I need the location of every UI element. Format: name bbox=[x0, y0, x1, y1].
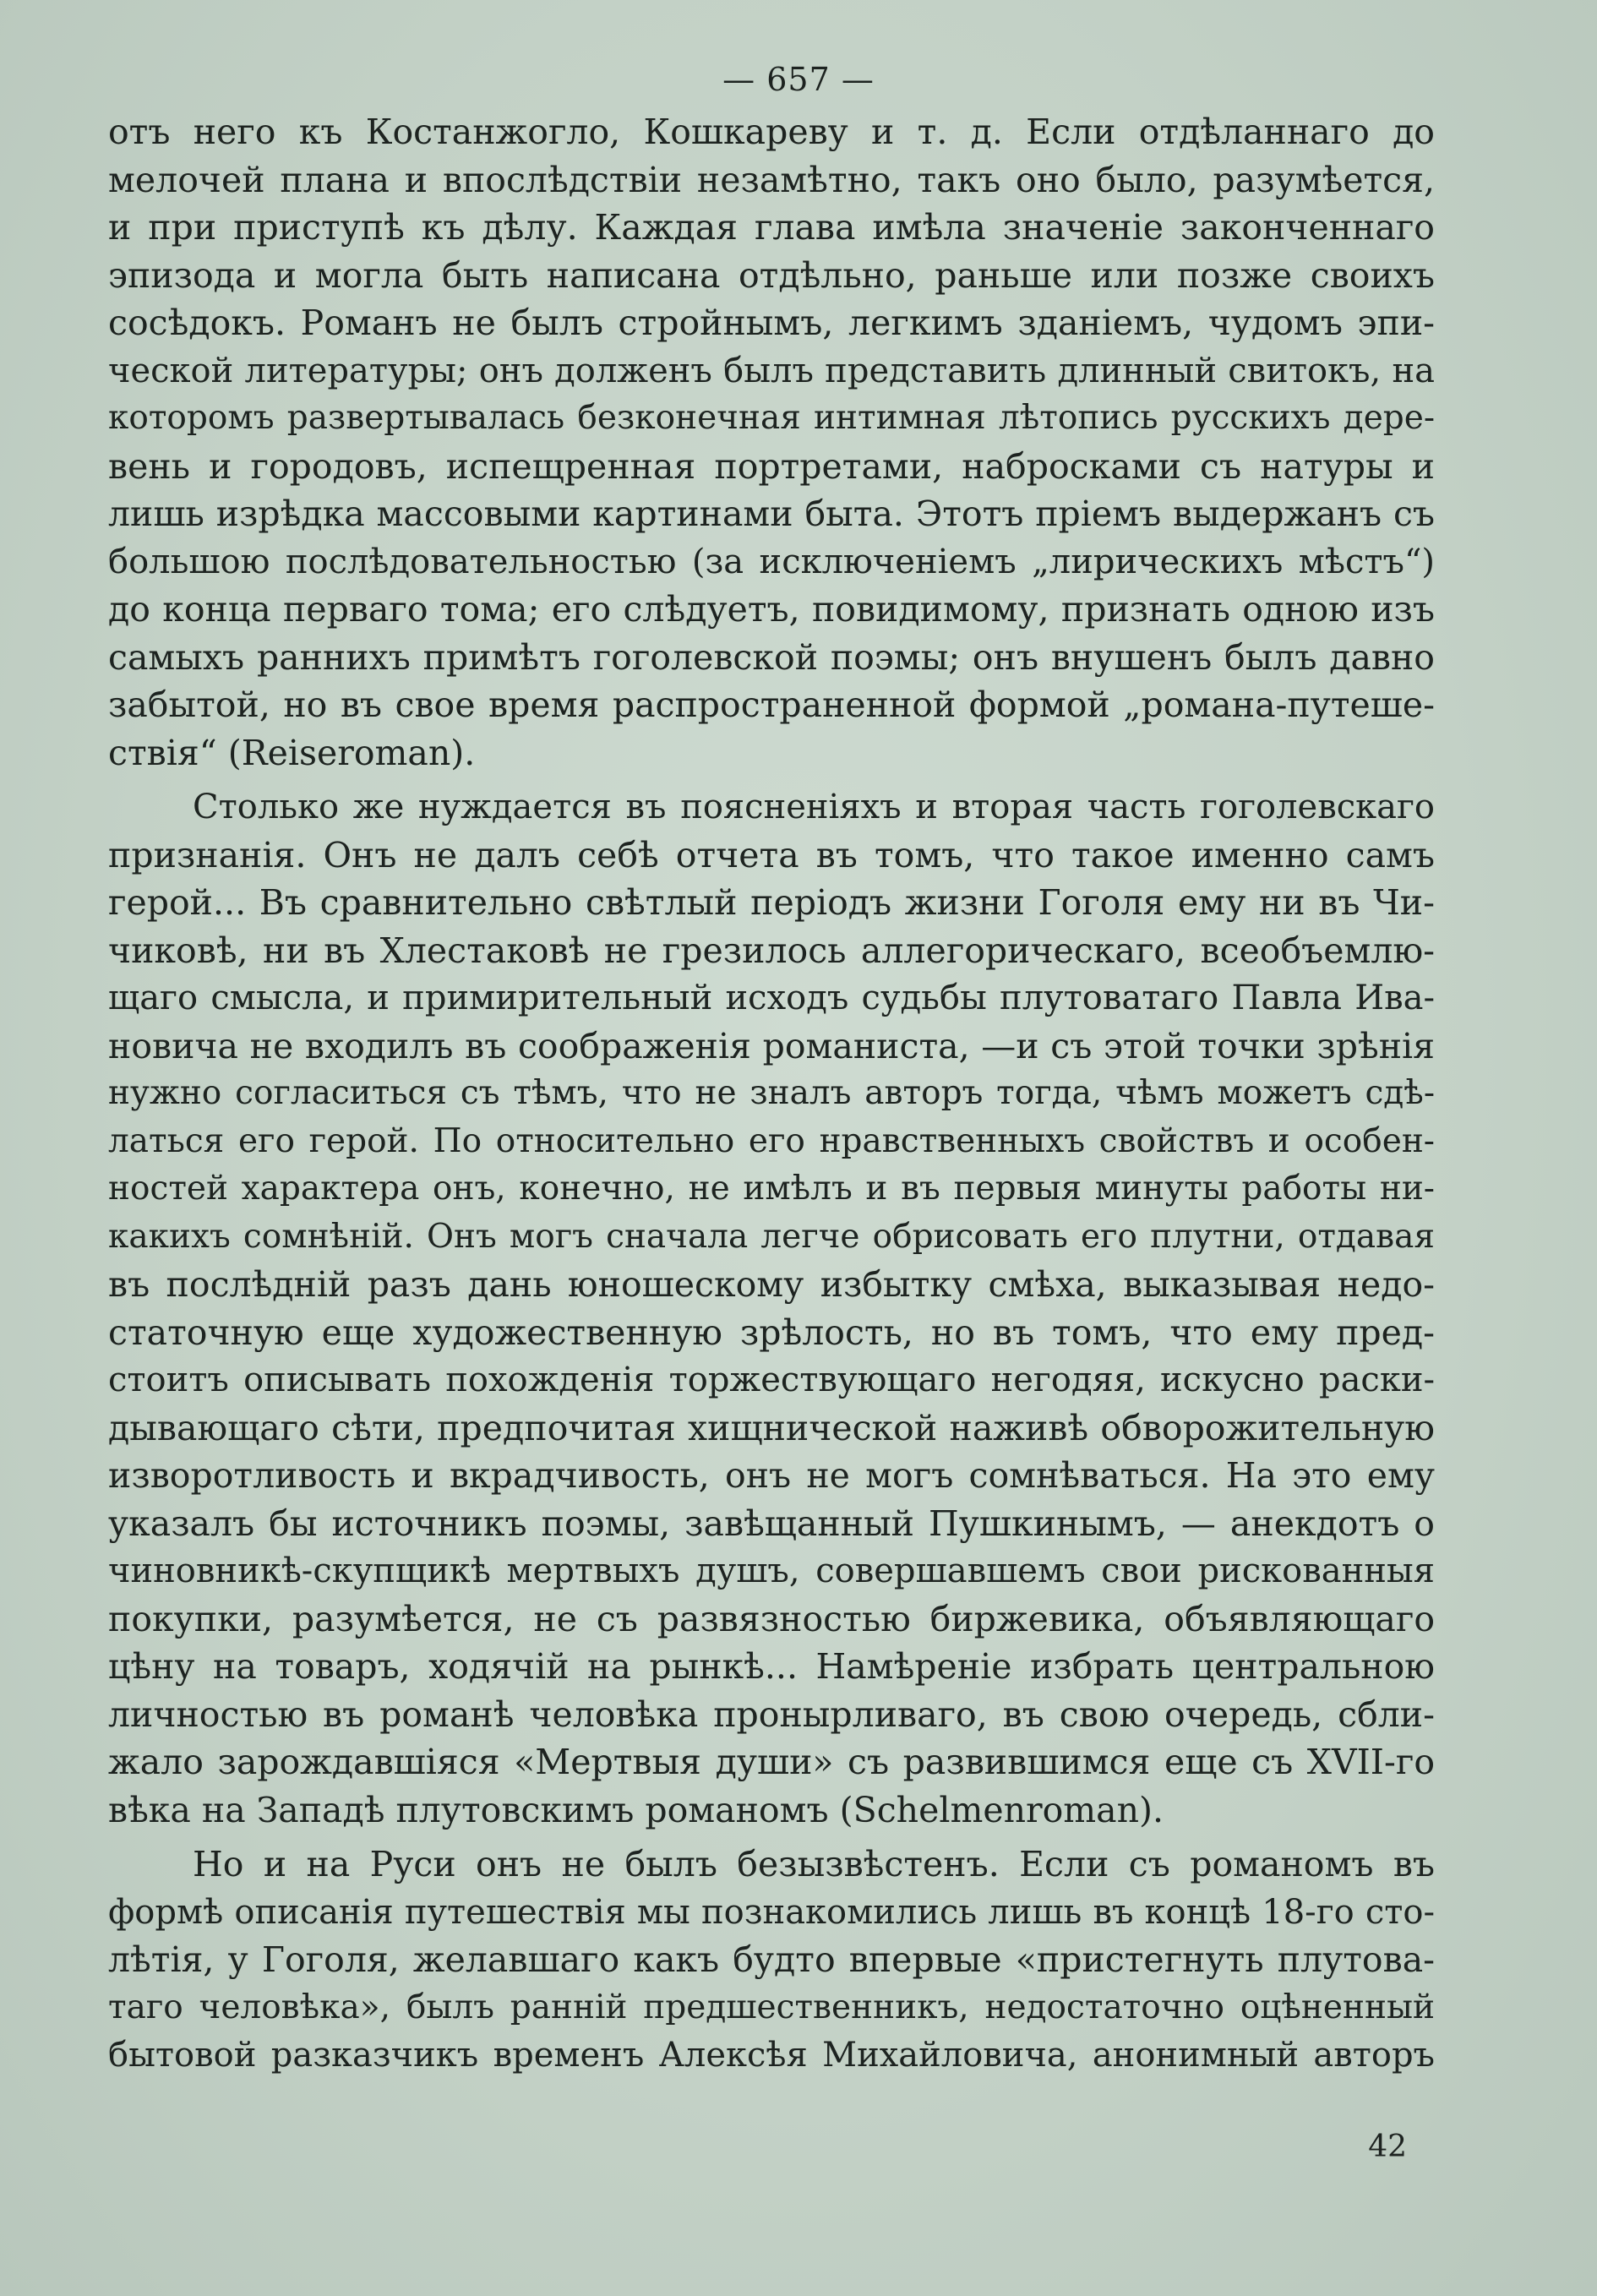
text-line: вѣка на Западѣ плутовскимъ романомъ (Schelmenroman). bbox=[108, 1789, 1164, 1830]
paragraph bbox=[108, 1841, 1435, 2080]
text-line: стоитъ описывать похожденія торжествующаго негодяя, искусно раски- bbox=[108, 1361, 1435, 1399]
text-line: и при приступѣ къ дѣлу. Каждая глава имѣла значеніе законченнаго bbox=[108, 207, 1435, 248]
paragraph bbox=[108, 108, 1435, 777]
text-line: цѣну на товаръ, ходячій на рынкѣ... Намѣреніе избрать центральною bbox=[108, 1646, 1435, 1687]
text-line: герой... Въ сравнительно свѣтлый періодъ жизни Гоголя ему ни въ Чи- bbox=[108, 882, 1435, 923]
text-line: до конца перваго тома; его слѣдуетъ, повидимому, признать одною изъ bbox=[108, 589, 1435, 630]
text-line: новича не входилъ въ соображенія романиста, —и съ этой точки зрѣнія bbox=[108, 1025, 1435, 1066]
text-line: покупки, разумѣется, не съ развязностью биржевика, объявляющаго bbox=[108, 1598, 1435, 1639]
text-line: самыхъ раннихъ примѣтъ гоголевской поэмы; онъ внушенъ былъ давно bbox=[108, 636, 1435, 678]
text-line: дывающаго сѣти, предпочитая хищнической наживѣ обворожительную bbox=[108, 1407, 1435, 1448]
text-line: изворотливость и вкрадчивость, онъ не могъ сомнѣваться. На это ему bbox=[108, 1455, 1435, 1496]
text-line: въ послѣдній разъ дань юношескому избытку смѣха, выказывая недо- bbox=[108, 1264, 1435, 1305]
text-line: отъ него къ Костанжогло, Кошкареву и т. д. Если отдѣланнаго до bbox=[108, 112, 1435, 152]
text-line: лишь изрѣдка массовыми картинами быта. Этотъ пріемъ выдержанъ съ bbox=[108, 494, 1435, 534]
text-line: Столько же нуждается въ поясненіяхъ и вторая часть гоголевскаго bbox=[193, 788, 1435, 826]
text-line: мелочей плана и впослѣдствіи незамѣтно, такъ оно было, разумѣется, bbox=[108, 159, 1435, 200]
text-line: личностью въ романѣ человѣка пронырливаго, въ свою очередь, сбли- bbox=[108, 1693, 1435, 1735]
paragraph bbox=[108, 783, 1435, 1834]
text-line: ческой литературы; онъ долженъ былъ представить длинный свитокъ, на bbox=[108, 351, 1435, 390]
text-line: щаго смысла, и примирительный исходъ судьбы плутоватаго Павла Ива- bbox=[108, 979, 1435, 1017]
text-line: формѣ описанія путешествія мы познакомились лишь въ концѣ 18-го сто- bbox=[108, 1892, 1435, 1932]
text-line: ствія“ (Reiseroman). bbox=[108, 732, 476, 773]
text-line: латься его герой. По относительно его нравственныхъ свойствъ и особен- bbox=[108, 1121, 1435, 1160]
text-line: вень и городовъ, испещренная портретами, набросками съ натуры и bbox=[108, 445, 1435, 487]
text-line: жало зарождавшіяся «Мертвыя души» съ развившимся еще съ XVII-го bbox=[108, 1742, 1435, 1782]
text-line: указалъ бы источникъ поэмы, завѣщанный Пушкинымъ, — анекдотъ о bbox=[108, 1502, 1435, 1544]
text-line: чиновникѣ-скупщикѣ мертвыхъ душъ, совершавшемъ свои рискованныя bbox=[108, 1552, 1435, 1590]
text-line: таго человѣка», былъ ранній предшественникъ, недостаточно оцѣненный bbox=[108, 1988, 1435, 2026]
text-line: признанія. Онъ не далъ себѣ отчета въ томъ, что такое именно самъ bbox=[108, 834, 1435, 875]
text-line: которомъ развертывалась безконечная интимная лѣтопись русскихъ дере- bbox=[108, 399, 1435, 437]
body-text bbox=[108, 108, 1435, 2080]
text-line: нужно согласиться съ тѣмъ, что не зналъ авторъ тогда, чѣмъ можетъ сдѣ- bbox=[108, 1074, 1435, 1112]
text-line: эпизода и могла быть написана отдѣльно, раньше или позже своихъ bbox=[108, 254, 1435, 296]
text-line: какихъ сомнѣній. Онъ могъ сначала легче обрисовать его плутни, отдавая bbox=[108, 1217, 1435, 1256]
text-line: забытой, но въ свое время распространенной формой „романа-путеше- bbox=[108, 684, 1435, 725]
text-line: бытовой разказчикъ временъ Алексѣя Михайловича, анонимный авторъ bbox=[108, 2036, 1435, 2075]
text-line: чиковѣ, ни въ Хлестаковѣ не грезилось аллегорическаго, всеобъемлю- bbox=[108, 930, 1435, 971]
text-line: лѣтія, у Гоголя, желавшаго какъ будто впервые «пристегнуть плутова- bbox=[108, 1939, 1435, 1980]
page-number: — 657 — bbox=[722, 61, 875, 98]
signature-mark: 42 bbox=[1368, 2130, 1407, 2164]
text-line: большою послѣдовательностью (за исключеніемъ „лирическихъ мѣстъ“) bbox=[108, 542, 1435, 581]
text-line: ностей характера онъ, конечно, не имѣлъ и въ первыя минуты работы ни- bbox=[108, 1170, 1435, 1208]
text-line: Но и на Руси онъ не былъ безызвѣстенъ. Если съ романомъ въ bbox=[193, 1844, 1435, 1884]
text-line: сосѣдокъ. Романъ не былъ стройнымъ, легкимъ зданіемъ, чудомъ эпи- bbox=[108, 303, 1435, 343]
text-line: статочную еще художественную зрѣлость, но въ томъ, что ему пред- bbox=[108, 1312, 1435, 1353]
